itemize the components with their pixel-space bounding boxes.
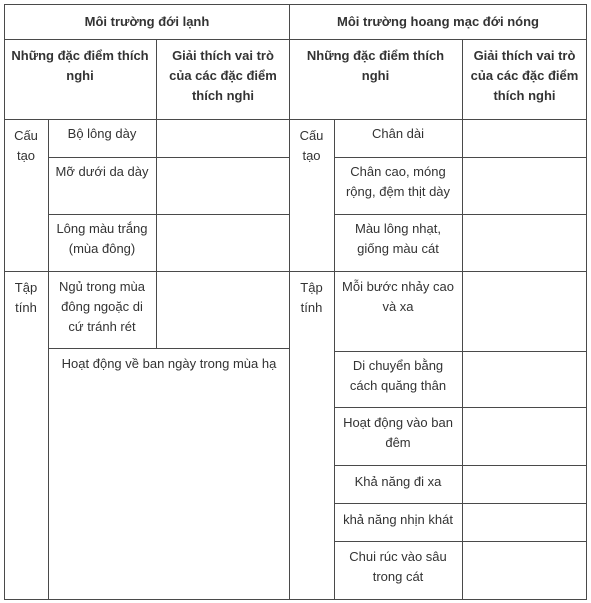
cold-group-behavior: Tập tính xyxy=(14,280,38,315)
cold-structure-item: Bộ lông dày xyxy=(67,126,137,141)
cold-behavior-item: Hoạt động về ban ngày trong mùa hạ xyxy=(61,356,277,371)
hot-structure-item: Chân dài xyxy=(371,126,425,141)
hot-structure-item: Màu lông nhạt, giống màu cát xyxy=(354,221,441,256)
cold-structure-item: Lông màu trắng (mùa đông) xyxy=(56,221,148,256)
hot-behavior-item: Mỗi bước nhảy cao và xa xyxy=(342,279,454,314)
cold-group-structure: Cấu tạo xyxy=(14,128,38,163)
hot-behavior-item: Hoạt động vào ban đêm xyxy=(343,415,453,450)
hot-behavior-item: khả năng nhịn khát xyxy=(343,512,453,527)
hot-group-structure: Cấu tạo xyxy=(299,128,324,163)
hot-col-explain: Giải thích vai trò của các đặc điểm thích nghi xyxy=(470,48,579,103)
cold-environment-title: Môi trường đới lạnh xyxy=(84,13,210,29)
hot-behavior-item: Di chuyển bằng cách quăng thân xyxy=(349,358,447,393)
hot-environment-title: Môi trường hoang mạc đới nóng xyxy=(337,13,539,29)
cold-behavior-item: Ngủ trong mùa đông ngoặc di cứ tránh rét xyxy=(59,279,145,334)
hot-structure-item: Chân cao, móng rộng, đệm thịt dày xyxy=(345,164,451,199)
cold-structure-item: Mỡ dưới da dày xyxy=(55,164,149,179)
hot-behavior-item: Chui rúc vào sâu trong cát xyxy=(349,549,447,584)
hot-group-behavior: Tập tính xyxy=(300,280,323,315)
hot-col-features: Những đặc điểm thích nghi xyxy=(306,48,445,83)
cold-col-features: Những đặc điểm thích nghi xyxy=(11,48,149,83)
cold-col-explain: Giải thích vai trò của các đặc điểm thích nghi xyxy=(169,48,277,103)
hot-behavior-item: Khả năng đi xa xyxy=(354,474,442,489)
